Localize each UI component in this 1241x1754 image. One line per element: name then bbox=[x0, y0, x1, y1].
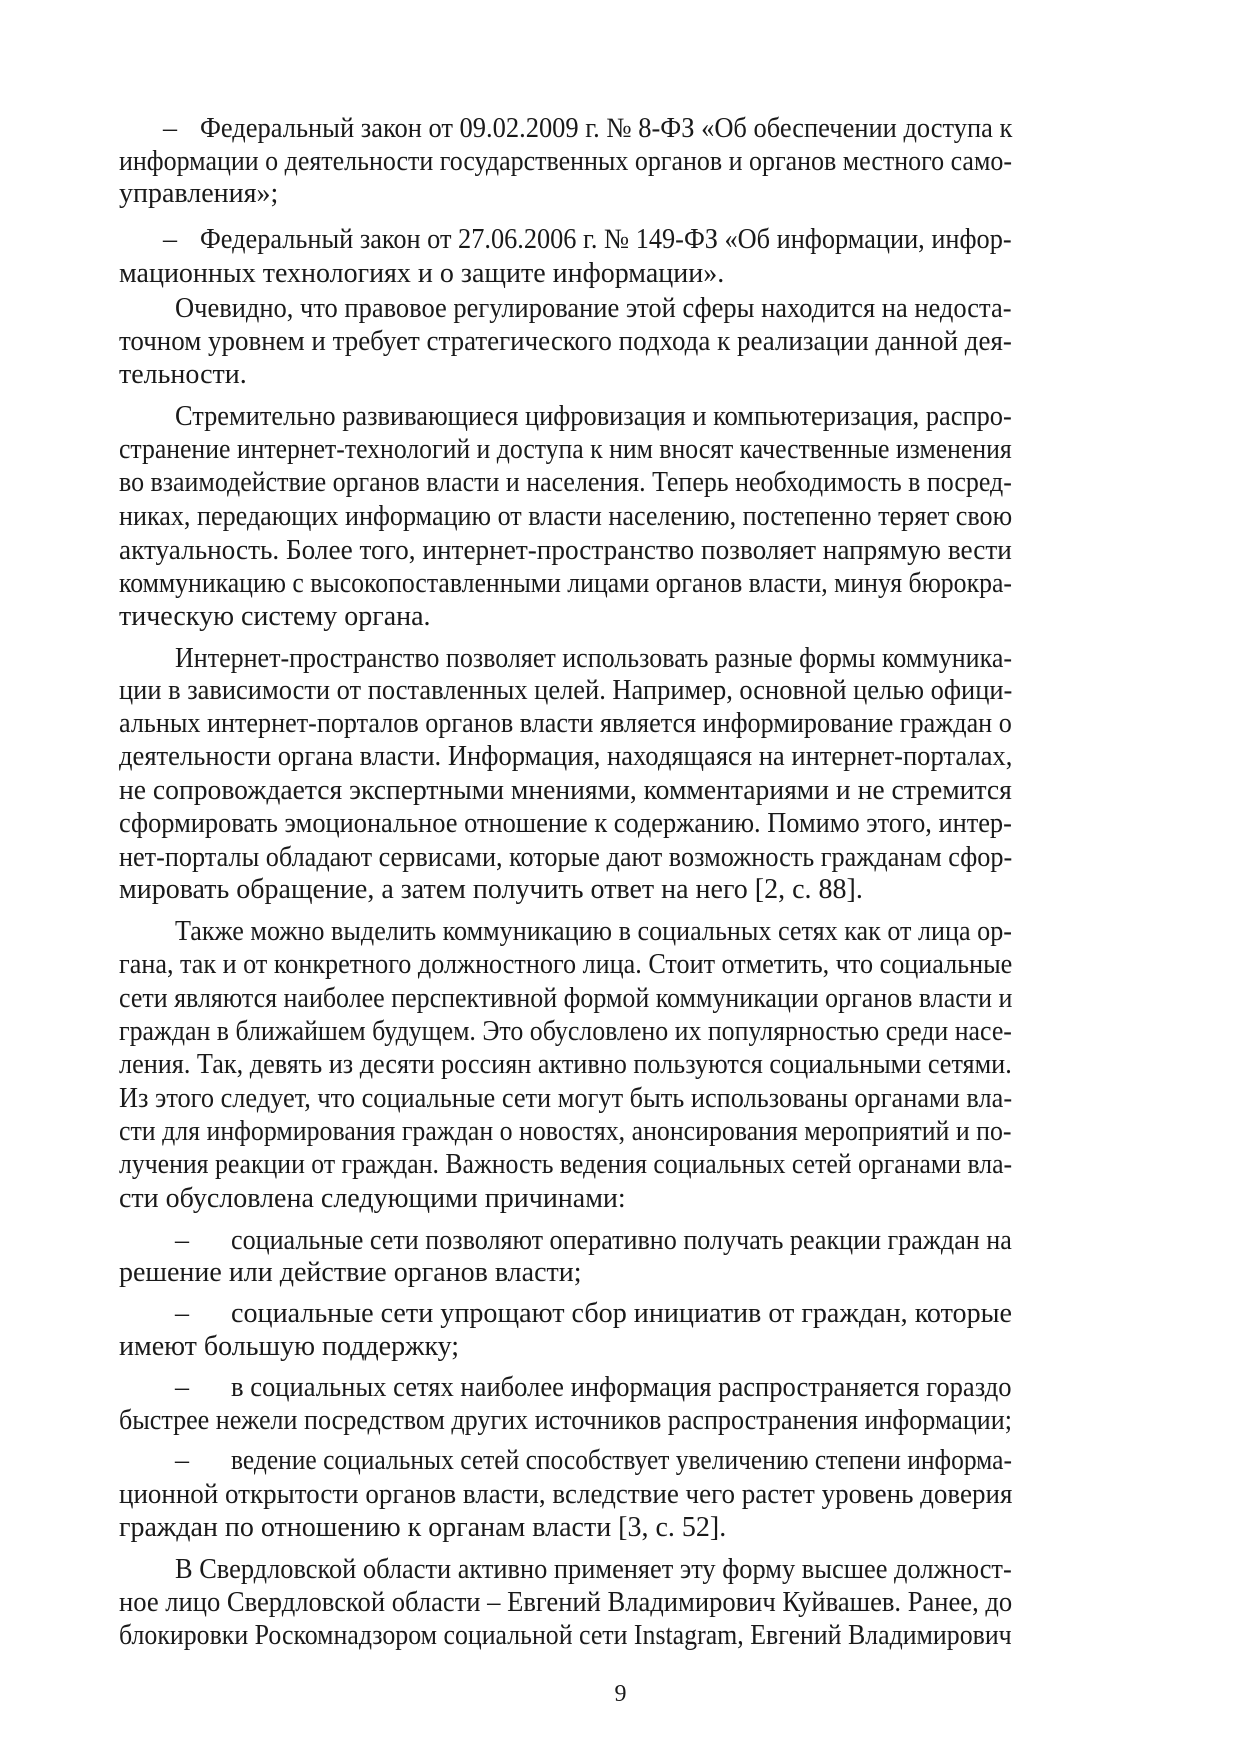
text-line: сформировать эмоциональное отношение к содержанию. Помимо этого, интер- bbox=[119, 808, 1012, 839]
text-line: в социальных сетях наиболее информация распространяется гораздо bbox=[231, 1372, 1012, 1403]
text-line: деятельности органа власти. Информация, находящаяся на интернет-порталах, bbox=[119, 741, 1013, 772]
text-line: граждан по отношению к органам власти [3, с. 52]. bbox=[119, 1512, 727, 1543]
text-line: социальные сети упрощают сбор инициатив от граждан, которые bbox=[231, 1298, 1012, 1329]
text-line: нет-порталы обладают сервисами, которые дают возможность гражданам сфор- bbox=[119, 842, 1013, 873]
text-line: ное лицо Свердловской области – Евгений Владимирович Куйвашев. Ранее, до bbox=[119, 1587, 1013, 1618]
text-line: лучения реакции от граждан. Важность ведения социальных сетей органами вла- bbox=[119, 1149, 1013, 1180]
text-line: во взаимодействие органов власти и населения. Теперь необходимость в посред- bbox=[119, 467, 1012, 498]
text-line: блокировки Роскомнадзором социальной сети Instagram, Евгений Владимирович bbox=[119, 1620, 1012, 1651]
text-line: сети являются наиболее перспективной формой коммуникации органов власти и bbox=[119, 983, 1013, 1014]
text-line: ведение социальных сетей способствует увеличению степени информа- bbox=[231, 1445, 1012, 1476]
text-line: социальные сети позволяют оперативно получать реакции граждан на bbox=[231, 1225, 1012, 1256]
text-line: быстрее нежели посредством других источников распространения информации; bbox=[119, 1405, 1012, 1436]
text-line: точном уровнем и требует стратегического подхода к реализации данной дея- bbox=[119, 326, 1012, 357]
text-line: Очевидно, что правовое регулирование этой сферы находится на недоста- bbox=[175, 293, 1012, 324]
list-marker: – bbox=[175, 1298, 189, 1329]
text-line: странение интернет-технологий и доступа к ним вносят качественные изменения bbox=[119, 434, 1012, 465]
text-line: тическую систему органа. bbox=[119, 601, 431, 632]
list-marker: – bbox=[175, 1445, 189, 1476]
text-line: мировать обращение, а затем получить ответ на него [2, с. 88]. bbox=[119, 874, 863, 905]
text-line: актуальность. Более того, интернет-пространство позволяет напрямую вести bbox=[119, 535, 1012, 566]
text-line: В Свердловской области активно применяет эту форму высшее должност- bbox=[175, 1554, 1012, 1585]
text-line: сти обусловлена следующими причинами: bbox=[119, 1183, 626, 1214]
text-line: решение или действие органов власти; bbox=[119, 1257, 582, 1288]
list-marker: – bbox=[163, 224, 177, 255]
text-line: не сопровождается экспертными мнениями, комментариями и не стремится bbox=[119, 775, 1012, 806]
text-line: ления. Так, девять из десяти россиян активно пользуются социальными сетями. bbox=[119, 1049, 1012, 1080]
text-line: альных интернет-порталов органов власти является информирование граждан о bbox=[119, 708, 1012, 739]
text-line: Федеральный закон от 09.02.2009 г. № 8-ФЗ «Об обеспечении доступа к bbox=[200, 113, 1013, 144]
list-marker: – bbox=[175, 1372, 189, 1403]
text-line: тельности. bbox=[119, 359, 247, 390]
text-line: Интернет-пространство позволяет использовать разные формы коммуника- bbox=[175, 643, 1013, 674]
text-line: никах, передающих информацию от власти населению, постепенно теряет свою bbox=[119, 501, 1013, 532]
text-line: имеют большую поддержку; bbox=[119, 1331, 460, 1362]
text-line: управления»; bbox=[119, 178, 279, 209]
text-line: гана, так и от конкретного должностного лица. Стоит отметить, что социальные bbox=[119, 949, 1013, 980]
text-line: сти для информирования граждан о новостях, анонсирования мероприятий и по- bbox=[119, 1116, 1012, 1147]
text-line: ции в зависимости от поставленных целей. Например, основной целью офици- bbox=[119, 675, 1013, 706]
text-line: Из этого следует, что социальные сети могут быть использованы органами вла- bbox=[119, 1083, 1013, 1114]
list-marker: – bbox=[175, 1225, 189, 1256]
page-number: 9 bbox=[614, 1681, 627, 1707]
list-marker: – bbox=[163, 113, 177, 144]
text-line: Стремительно развивающиеся цифровизация и компьютеризация, распро- bbox=[175, 401, 1012, 432]
text-line: коммуникацию с высокопоставленными лицами органов власти, минуя бюрокра- bbox=[119, 568, 1012, 599]
text-line: мационных технологиях и о защите информации». bbox=[119, 258, 725, 289]
text-line: Федеральный закон от 27.06.2006 г. № 149-ФЗ «Об информации, инфор- bbox=[200, 224, 1012, 255]
text-line: Также можно выделить коммуникацию в социальных сетях как от лица ор- bbox=[175, 916, 1012, 947]
text-line: информации о деятельности государственных органов и органов местного само- bbox=[119, 146, 1013, 177]
text-line: ционной открытости органов власти, вследствие чего растет уровень доверия bbox=[119, 1479, 1013, 1510]
text-line: граждан в ближайшем будущем. Это обусловлено их популярностью среди насе- bbox=[119, 1016, 1012, 1047]
